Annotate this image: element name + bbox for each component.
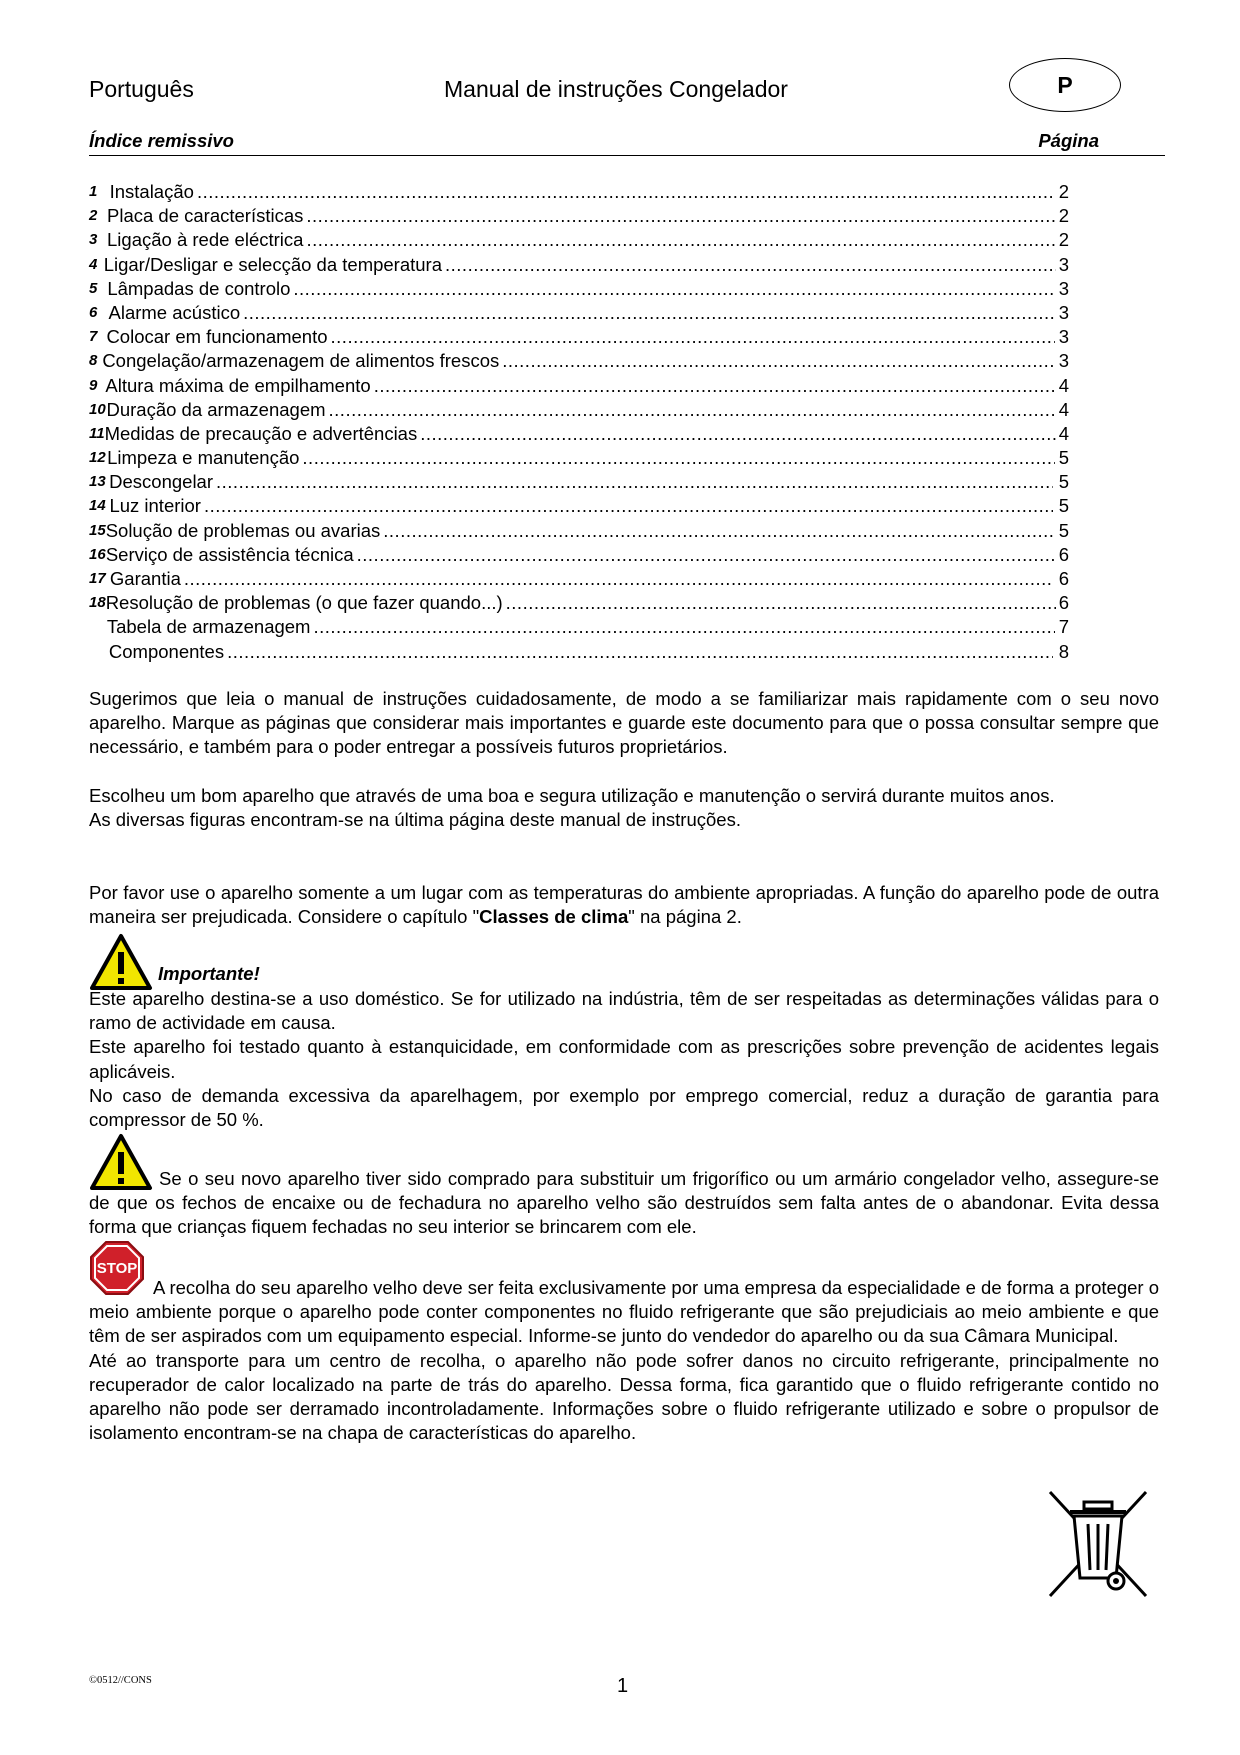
toc-entry-number: 11: [89, 424, 105, 442]
toc-entry-number: 3: [89, 231, 98, 249]
toc-entry-page: 2: [1058, 205, 1069, 227]
toc-entry-number: 7: [89, 328, 98, 346]
toc-entry: [89, 446, 1069, 470]
toc-entry-title: Ligação à rede eléctrica: [107, 229, 304, 251]
page-number: 1: [617, 1675, 629, 1697]
temperature-text: Por favor use o aparelho somente a um lugar com as temperaturas do ambiente apropriadas. A função do aparelho pode de outra maneira ser prejudicada. Considere o capítulo ": [89, 882, 1159, 928]
toc-dot-leader: [227, 640, 1053, 664]
toc-entry: [89, 615, 1069, 639]
toc-entry-number: 12: [89, 449, 106, 467]
toc-entry-number: [89, 640, 109, 664]
toc-entry: [89, 301, 1069, 325]
toc-entry-page: 3: [1058, 277, 1069, 299]
index-header: [89, 130, 1099, 152]
toc-entry-page: 3: [1058, 253, 1069, 275]
table-of-contents: [89, 180, 1069, 664]
toc-entry-number: 14: [89, 497, 106, 515]
toc-entry-title: Descongelar: [109, 471, 214, 493]
good-appliance-paragraph: [89, 784, 1159, 832]
toc-entry-title: Medidas de precaução e advertências: [104, 422, 418, 444]
temperature-text-end: " na página 2.: [628, 906, 742, 928]
toc-entry: [89, 422, 1069, 446]
domestic-use-text: Este aparelho destina-se a uso doméstico. Se for utilizado na indústria, têm de ser respeitadas as determinações válidas para o ramo de actividade em causa.: [89, 988, 1159, 1034]
toc-entry-title: Garantia: [109, 568, 181, 589]
toc-entry: [89, 567, 1069, 591]
toc-dot-leader: [331, 325, 1055, 349]
figures-note: As diversas figuras encontram-se na última página deste manual de instruções.: [89, 809, 741, 831]
toc-dot-leader: [502, 349, 1055, 373]
toc-dot-leader: [306, 228, 1054, 252]
toc-dot-leader: [313, 615, 1054, 639]
toc-entry-title: Duração da armazenagem: [106, 398, 326, 420]
disposal-paragraph: [89, 1276, 1159, 1445]
toc-dot-leader: [293, 277, 1054, 301]
toc-entry-number: 5: [89, 279, 98, 297]
toc-entry: [89, 349, 1069, 373]
toc-entry-title: Resolução de problemas (o que fazer quando...): [105, 592, 503, 614]
page-column-heading: Página: [1038, 130, 1099, 151]
toc-dot-leader: [445, 253, 1056, 277]
important-paragraph: [89, 987, 1159, 1132]
toc-entry-page: 4: [1058, 422, 1069, 444]
toc-entry: [89, 543, 1069, 567]
climate-classes-ref: Classes de clima: [479, 906, 629, 928]
toc-entry: [89, 470, 1069, 494]
toc-entry: [89, 204, 1069, 228]
header-divider: [89, 155, 1165, 156]
toc-entry: [89, 398, 1069, 422]
toc-entry-title: Alarme acústico: [108, 301, 241, 323]
toc-entry-title: Placa de características: [107, 205, 304, 227]
toc-entry-number: 9: [89, 376, 98, 394]
good-appliance-text: Escolheu um bom aparelho que através de uma boa e segura utilização e manutenção o servirá durante muitos anos.: [89, 785, 1055, 806]
tightness-test-text: Este aparelho foi testado quanto à estanquicidade, em conformidade com as prescrições sobre prevenção de acidentes legais aplicáveis.: [89, 1036, 1159, 1082]
stop-icon-label: STOP: [96, 1260, 138, 1277]
old-appliance-paragraph: [89, 1167, 1159, 1240]
toc-dot-leader: [216, 470, 1053, 494]
toc-entry-number: 6: [89, 303, 98, 321]
toc-entry-page: 8: [1058, 640, 1070, 662]
temperature-paragraph: [89, 881, 1159, 929]
transport-text: Até ao transporte para um centro de recolha, o aparelho não pode sofrer danos no circuito refrigerante, principalmente no recuperador de calor localizado na parte de trás do aparelho. Dessa forma, fica garantido que o fluido refrigerante contido no aparelho não pode ser derramado incontroladamente. Informações sobre o fluido refrigerante utilizado e sobre o propulsor de isolamento encontram-se na chapa de características do aparelho.: [89, 1349, 1159, 1444]
toc-entry-title: Luz interior: [109, 495, 201, 517]
old-appliance-text: Se o seu novo aparelho tiver sido comprado para substituir um frigorífico ou um armário congelador velho, assegure-se de que os fechos de encaixe ou de fechadura no aparelho velho são destruídos sem falta antes de o abandonar. Evita dessa forma que crianças fiquem fechadas no seu interior se brincarem com ele.: [89, 1168, 1159, 1238]
intro-text: Sugerimos que leia o manual de instruções cuidadosamente, de modo a se familiarizar mais rapidamente com o seu novo aparelho. Marque as páginas que considerar mais importantes e guarde este documento para que o possa consultar sempre que necessário, e também para o poder entregar a possíveis futuros proprietários.: [89, 688, 1159, 758]
toc-dot-leader: [204, 494, 1053, 518]
toc-entry-page: 2: [1058, 181, 1069, 202]
toc-entry-title: Lâmpadas de controlo: [107, 277, 291, 299]
toc-entry-page: 7: [1058, 616, 1069, 638]
toc-entry-number: 2: [89, 207, 98, 225]
toc-dot-leader: [383, 519, 1055, 543]
toc-entry-page: 3: [1058, 326, 1070, 348]
weee-crossed-bin-icon: [1046, 1488, 1150, 1605]
toc-entry-page: 5: [1058, 471, 1069, 493]
toc-entry: [89, 519, 1069, 543]
toc-dot-leader: [243, 301, 1054, 325]
toc-entry-page: 5: [1058, 447, 1069, 469]
toc-entry-number: 1: [89, 183, 98, 200]
toc-dot-leader: [197, 180, 1053, 204]
toc-dot-leader: [420, 422, 1055, 446]
toc-dot-leader: [306, 204, 1054, 228]
toc-entry-page: 3: [1058, 301, 1069, 323]
toc-dot-leader: [506, 591, 1056, 615]
toc-entry-number: 4: [89, 255, 98, 273]
toc-entry-number: [89, 615, 107, 639]
toc-entry-title: Congelação/armazenagem de alimentos frescos: [102, 350, 500, 372]
toc-entry: [89, 253, 1069, 277]
language-badge: [1009, 58, 1121, 112]
toc-entry-title: Tabela de armazenagem: [106, 616, 311, 638]
toc-dot-leader: [302, 446, 1054, 470]
toc-entry-title: Limpeza e manutenção: [107, 447, 300, 469]
toc-entry: [89, 591, 1069, 615]
intro-paragraph: [89, 687, 1159, 760]
toc-entry-number: 10: [89, 400, 106, 418]
toc-entry: [89, 640, 1069, 664]
toc-entry: [89, 180, 1069, 204]
toc-entry-page: 6: [1058, 543, 1069, 565]
toc-entry-title: Altura máxima de empilhamento: [105, 374, 371, 396]
warranty-reduction-text: No caso de demanda excessiva da aparelhagem, por exemplo por emprego comercial, reduz a duração de garantia para compressor de 50 %.: [89, 1084, 1159, 1131]
document-language: Português: [89, 76, 194, 102]
toc-entry-title: Solução de problemas ou avarias: [105, 519, 381, 541]
toc-entry-page: 4: [1058, 374, 1069, 396]
toc-entry-page: 6: [1058, 568, 1069, 589]
toc-entry-number: 17: [89, 570, 106, 587]
toc-entry: [89, 325, 1069, 349]
toc-entry-title: Serviço de assistência técnica: [105, 543, 354, 565]
toc-dot-leader: [329, 398, 1055, 422]
toc-entry: [89, 494, 1069, 518]
toc-entry: [89, 374, 1069, 398]
toc-entry-number: 15: [89, 521, 106, 539]
important-heading: Importante!: [158, 963, 260, 984]
toc-entry-page: 5: [1058, 519, 1069, 541]
toc-entry-page: 5: [1058, 495, 1069, 517]
toc-entry-page: 3: [1058, 350, 1069, 372]
toc-entry: [89, 228, 1069, 252]
disposal-text: A recolha do seu aparelho velho deve ser feita exclusivamente por uma empresa da especialidade e de forma a proteger o meio ambiente porque o aparelho pode conter componentes no fluido refrigerante que são prejudiciais ao meio ambiente e que têm de ser aspirados com um equipamento especial. Informe-se junto do vendedor do aparelho ou da sua Câmara Municipal.: [89, 1277, 1159, 1347]
toc-entry-number: 18: [89, 594, 106, 612]
document-title: Manual de instruções Congelador: [444, 76, 788, 102]
toc-entry-title: Componentes: [108, 640, 225, 662]
language-badge-label: P: [1057, 71, 1073, 98]
toc-dot-leader: [184, 567, 1053, 591]
toc-entry-page: 4: [1058, 398, 1070, 420]
toc-entry-number: 16: [89, 545, 106, 563]
toc-entry-title: Colocar em funcionamento: [106, 326, 328, 348]
toc-entry: [89, 277, 1069, 301]
index-heading: Índice remissivo: [89, 130, 234, 151]
toc-entry-number: 13: [89, 473, 106, 491]
toc-entry-number: 8: [89, 352, 98, 370]
toc-entry-title: Ligar/Desligar e selecção da temperatura: [103, 253, 443, 275]
toc-dot-leader: [357, 543, 1056, 567]
toc-entry-page: 2: [1058, 229, 1069, 251]
document-code: ©0512//CONS: [89, 1675, 152, 1686]
toc-entry-title: Instalação: [109, 181, 194, 202]
toc-entry-page: 6: [1058, 592, 1069, 614]
toc-dot-leader: [374, 374, 1056, 398]
